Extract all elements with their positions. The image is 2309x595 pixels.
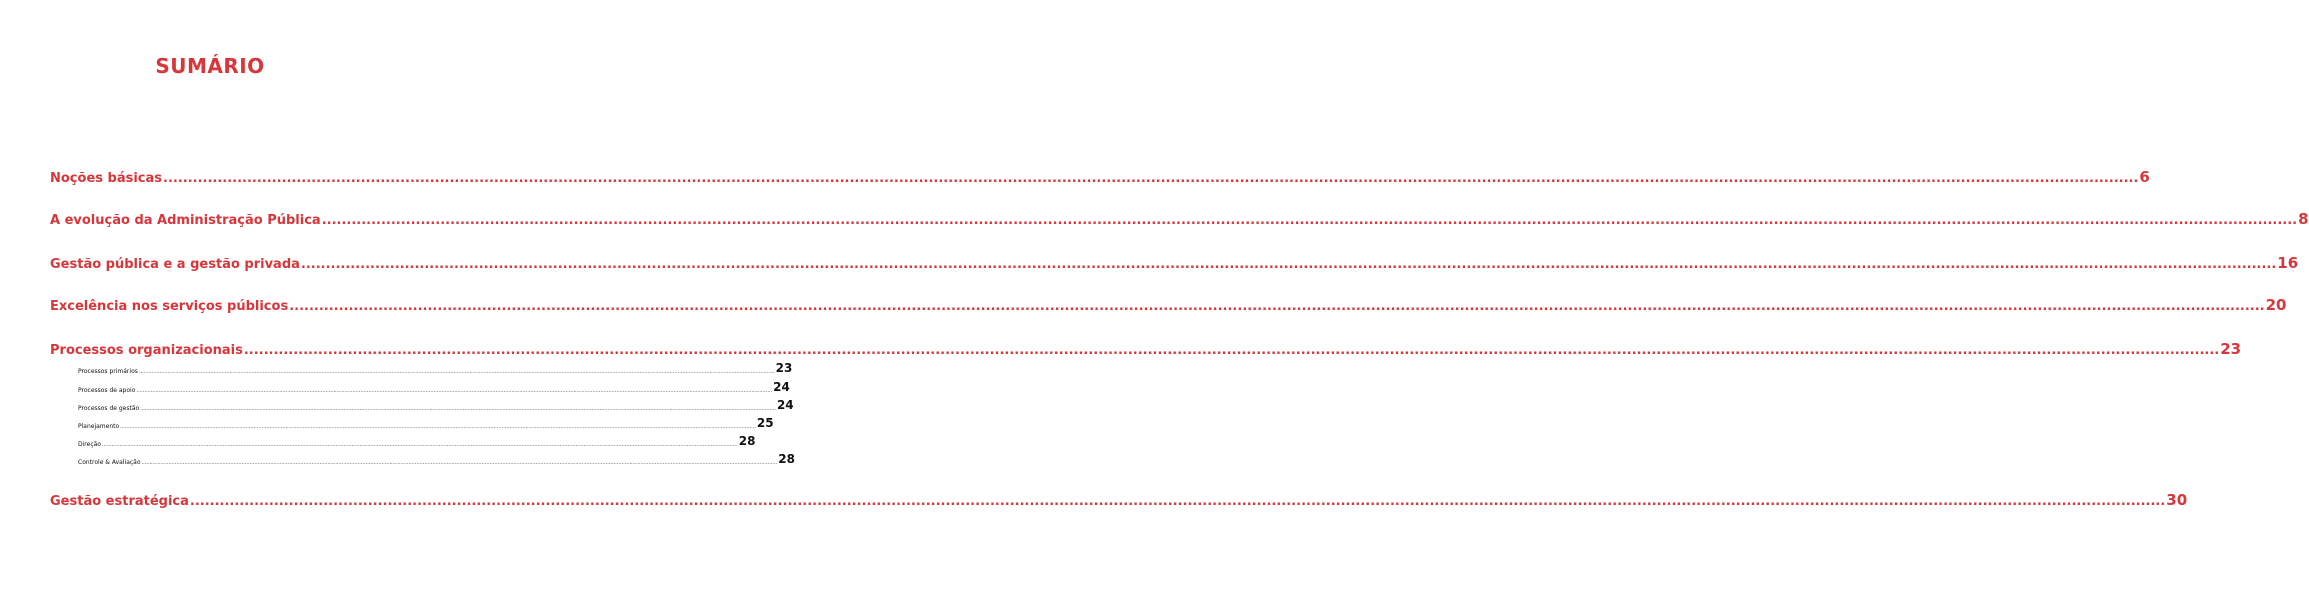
toc-entry-page: 16 [2277,254,2299,272]
toc-subentry-primarios[interactable] [78,361,793,375]
dot-leader: ................................................................................................................................................................................................................................................................................................................................................................................................................ [243,343,2220,358]
toc-entry-excelencia[interactable] [50,294,2287,314]
toc-subentry-gestao[interactable] [78,398,794,412]
toc-entry-label: A evolução da Administração Pública [50,213,321,228]
toc-entry-page: 6 [2139,168,2150,186]
toc-entry-processos[interactable] [50,338,2242,358]
toc-entry-label: Noções básicas [50,171,163,186]
toc-subentry-label: Processos primários [78,368,138,375]
dot-leader: ................................................................................................................................................................................................................................................................................................................................................................................................................ [289,299,2265,314]
toc-subentry-apoio[interactable] [78,380,790,394]
toc-subentry-page: 23 [775,361,793,375]
dot-leader: ................................................................................................................................................................................................................................................................................................................................................................................................................ [138,369,775,375]
toc-subentry-label: Controle & Avaliação [78,459,141,466]
dot-leader: ................................................................................................................................................................................................................................................................................................................................................................................................................ [141,460,778,466]
dot-leader: ................................................................................................................................................................................................................................................................................................................................................................................................................ [321,213,2298,228]
toc-subentry-page: 28 [778,452,795,466]
toc-subentry-page: 28 [738,434,756,448]
toc-entry-label: Gestão estratégica [50,494,189,509]
toc-subentry-label: Direção [78,441,101,448]
dot-leader: ................................................................................................................................................................................................................................................................................................................................................................................................................ [140,406,776,412]
toc-entry-page: 8 [2298,210,2309,228]
toc-entry-label: Excelência nos serviços públicos [50,299,289,314]
toc-entry-nocoes[interactable] [50,166,2150,186]
toc-subentry-label: Processos de gestão [78,405,140,412]
toc-entry-gestao-publica[interactable] [50,252,2299,272]
dot-leader: ................................................................................................................................................................................................................................................................................................................................................................................................................ [189,494,2166,509]
toc-entry-label: Processos organizacionais [50,343,243,358]
toc-entry-page: 23 [2220,340,2242,358]
dot-leader: ................................................................................................................................................................................................................................................................................................................................................................................................................ [120,424,756,430]
dot-leader: ................................................................................................................................................................................................................................................................................................................................................................................................................ [101,442,738,448]
dot-leader: ................................................................................................................................................................................................................................................................................................................................................................................................................ [136,388,773,394]
toc-subentry-page: 25 [756,416,774,430]
toc-entry-page: 30 [2166,491,2188,509]
toc-entry-evolucao[interactable] [50,208,2309,228]
toc-entry-page: 20 [2265,296,2287,314]
toc-entry-label: Gestão pública e a gestão privada [50,257,300,272]
toc-subentry-page: 24 [776,398,794,412]
toc-subentry-direcao[interactable] [78,434,756,448]
dot-leader: ................................................................................................................................................................................................................................................................................................................................................................................................................ [163,171,2139,186]
toc-subentry-label: Planejamento [78,423,120,430]
toc-subentry-label: Processos de apoio [78,387,136,394]
toc-subentry-controle[interactable] [78,452,795,466]
dot-leader: ................................................................................................................................................................................................................................................................................................................................................................................................................ [300,257,2277,272]
toc-subentry-page: 24 [773,380,790,394]
toc-entry-gestao-estrategica[interactable] [50,489,2188,509]
toc-subentry-planejamento[interactable] [78,416,774,430]
page-title: SUMÁRIO [155,54,265,78]
